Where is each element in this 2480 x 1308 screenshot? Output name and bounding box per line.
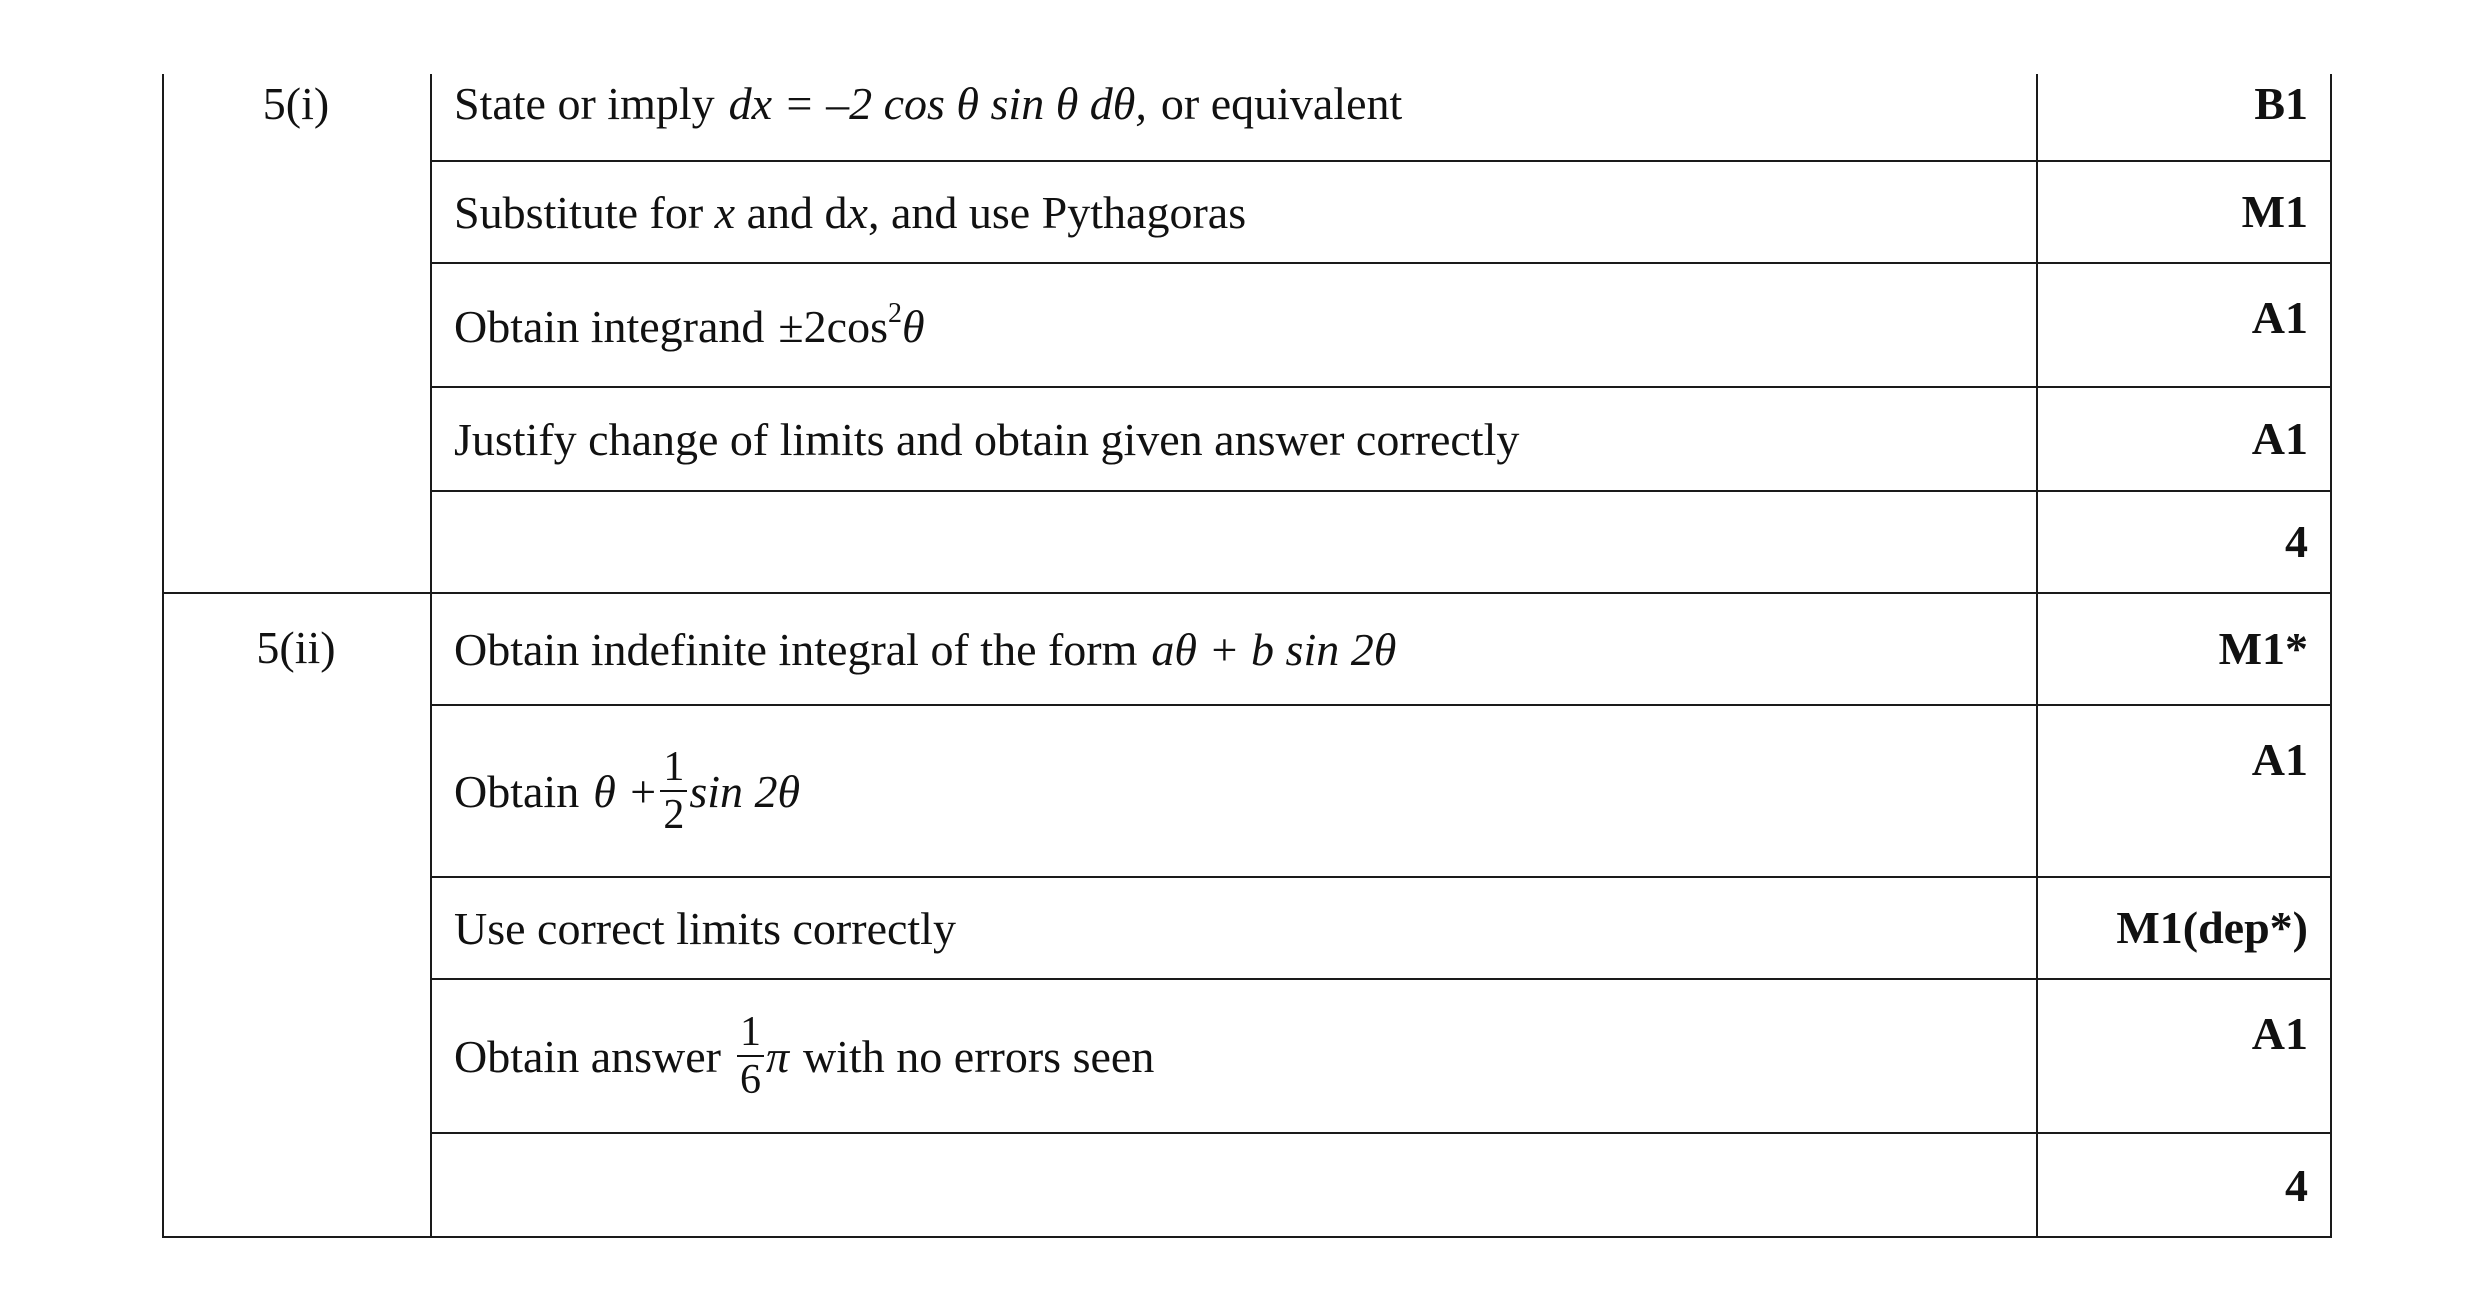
guidance-text: State or imply dx = –2 cos θ sin θ dθ, or equivalent bbox=[454, 78, 1403, 129]
mark-row bbox=[430, 74, 2332, 160]
total-marks: 4 bbox=[2285, 516, 2308, 567]
guidance-text: Obtain answer $\frac{1}{6}$ π with no errors seen bbox=[454, 1009, 1155, 1103]
formula: aθ + b sin 2θ bbox=[1151, 623, 1397, 675]
mark-row bbox=[430, 162, 2332, 262]
table-border-bottom bbox=[162, 1236, 2332, 1238]
mark-code: A1 bbox=[2251, 292, 2308, 343]
fraction: $\frac{1}{6}$ bbox=[737, 1011, 764, 1101]
mark-row bbox=[430, 706, 2332, 876]
mark-code: B1 bbox=[2254, 78, 2308, 129]
guidance-text: Substitute for x and dx, and use Pythagoras bbox=[454, 186, 1247, 238]
question-label: 5(i) bbox=[262, 78, 330, 129]
total-marks: 4 bbox=[2285, 1160, 2308, 1211]
fraction: $\frac{1}{2}$ bbox=[660, 746, 687, 836]
mark-code: A1 bbox=[2251, 1008, 2308, 1059]
guidance-text: Obtain θ + $\frac{1}{2}$ sin 2θ bbox=[454, 744, 801, 838]
mark-scheme-table bbox=[162, 74, 2332, 1238]
mark-row-total bbox=[430, 492, 2332, 592]
mark-code: M1* bbox=[2218, 623, 2308, 674]
guidance-text: Justify change of limits and obtain given answer correctly bbox=[454, 413, 1520, 465]
mark-code: A1 bbox=[2251, 734, 2308, 785]
guidance-text: Use correct limits correctly bbox=[454, 902, 956, 954]
guidance-text bbox=[430, 1134, 2036, 1236]
formula: dx = –2 cos θ sin θ dθ, bbox=[728, 78, 1147, 129]
mark-row bbox=[430, 388, 2332, 490]
mark-row bbox=[430, 980, 2332, 1132]
mark-code: M1 bbox=[2241, 186, 2308, 237]
mark-row bbox=[430, 878, 2332, 978]
mark-row bbox=[430, 594, 2332, 704]
question-label: 5(ii) bbox=[256, 622, 336, 673]
mark-code: A1 bbox=[2251, 413, 2308, 464]
mark-code: M1(dep*) bbox=[2116, 902, 2308, 953]
guidance-text: Obtain indefinite integral of the form aθ + b sin 2θ bbox=[454, 623, 1397, 675]
guidance-text bbox=[430, 492, 2036, 592]
guidance-text: Obtain integrand $\pm 2\cos^2\theta$ bbox=[454, 297, 925, 352]
mark-row-total bbox=[430, 1134, 2332, 1236]
mark-row bbox=[430, 264, 2332, 386]
